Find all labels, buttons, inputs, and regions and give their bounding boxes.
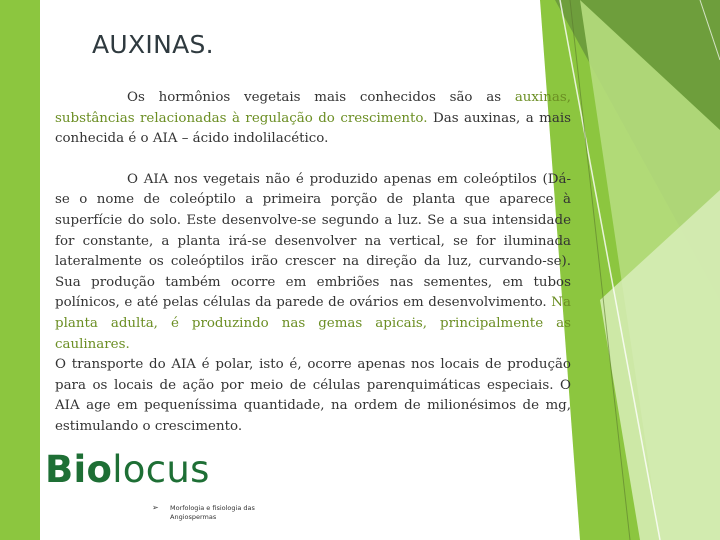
slide-title: AUXINAS. bbox=[92, 30, 214, 59]
footer-bullet-icon: ➢ bbox=[152, 503, 159, 512]
paragraph-1-highlight: auxinas, substâncias relacionadas à regulação do crescimento. bbox=[55, 90, 571, 126]
paragraph-2-highlight: Na planta adulta, é produzindo nas gemas apicais, principalmente as caulinares. bbox=[55, 295, 571, 352]
paragraph-1-text-a: Os hormônios vegetais mais conhecidos são as bbox=[127, 90, 515, 105]
brand-light: locus bbox=[112, 448, 210, 491]
brand-logo bbox=[45, 448, 210, 491]
paragraph-2-text-a: O AIA nos vegetais não é produzido apenas em coleóptilos (Dá-se o nome de coleóptilo a primeira porção de planta que aparece à superfície do solo. Este desenvolve-se segundo a luz. Se a sua intensidade for constante, a planta irá-se desenvolver na vertical, se for iluminada lateralmente os coleóptilos irão crescer na direção da luz, curvando-se). Sua produção também ocorre em embriões nas sementes, em tubos polínicos, e até pelas células da parede de ovários em desenvolvimento. bbox=[55, 171, 571, 311]
paragraph-2 bbox=[55, 170, 571, 355]
paragraph-1 bbox=[55, 88, 571, 150]
brand-bold: Bio bbox=[45, 448, 113, 491]
paragraph-1-text-b: Das auxinas, a mais conhecida é o AIA – ácido indolilacético. bbox=[55, 110, 571, 147]
paragraph-3: O transporte do AIA é polar, isto é, ocorre apenas nos locais de produção para os locais de ação por meio de células parenquimáticas especiais. O AIA age em pequeníssima quantidade, na ordem de milionésimos de mg, estimulando o crescimento. bbox=[55, 357, 571, 434]
body-text bbox=[55, 88, 571, 438]
footer-note: Morfologia e fisiologia das Angiospermas bbox=[170, 504, 255, 521]
